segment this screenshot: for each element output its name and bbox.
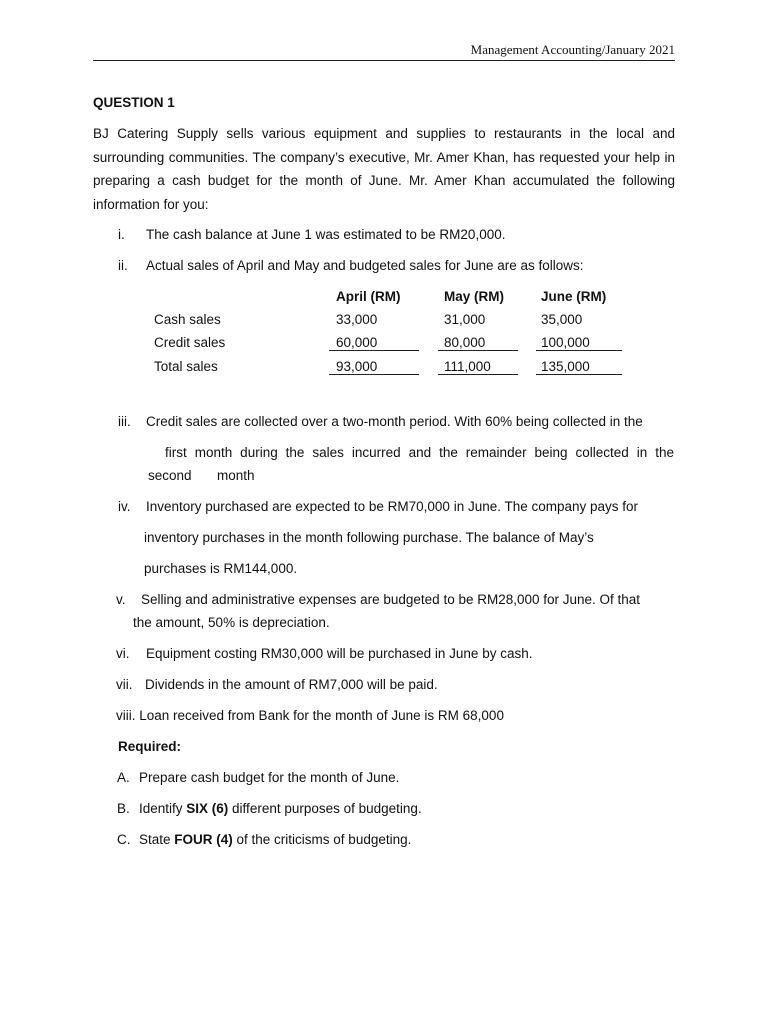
- table-cell: 111,000: [438, 359, 518, 375]
- required-b-letter: B.: [117, 801, 130, 816]
- table-cell: 31,000: [444, 312, 486, 327]
- required-b-bold: SIX (6): [186, 801, 229, 816]
- table-row-label: Total sales: [154, 359, 218, 374]
- item-ii-text: Actual sales of April and May and budgeted sales for June are as follows:: [146, 258, 584, 273]
- required-b-text: [139, 797, 422, 820]
- item-iv-line1: Inventory purchased are expected to be RM70,000 in June. The company pays for: [146, 499, 639, 514]
- required-c-bold: FOUR (4): [174, 832, 233, 847]
- item-i-text: The cash balance at June 1 was estimated to be RM20,000.: [146, 227, 506, 242]
- item-v-number: v.: [116, 592, 126, 607]
- item-iii-line3a: second: [148, 468, 192, 483]
- table-header-may: May (RM): [444, 289, 504, 304]
- required-c-text: [139, 828, 411, 851]
- table-cell: 33,000: [336, 312, 378, 327]
- required-c-letter: C.: [117, 832, 131, 847]
- header-rule: [93, 60, 675, 61]
- item-vii-text: Dividends in the amount of RM7,000 will be paid.: [145, 677, 438, 692]
- item-vi-number: vi.: [116, 646, 130, 661]
- table-cell: 100,000: [536, 335, 622, 351]
- item-v-line1: Selling and administrative expenses are budgeted to be RM28,000 for June. Of that: [141, 592, 641, 607]
- required-b-pre: Identify: [139, 801, 187, 816]
- item-iii-line1: Credit sales are collected over a two-month period. With 60% being collected in the: [146, 414, 643, 429]
- table-cell: 80,000: [438, 335, 518, 351]
- item-v-line2: the amount, 50% is depreciation.: [133, 615, 330, 630]
- table-header-june: June (RM): [541, 289, 607, 304]
- item-ii-number: ii.: [118, 258, 128, 273]
- question-intro: BJ Catering Supply sells various equipment and supplies to restaurants in the local and surrounding communities. The company’s executive, Mr. Amer Khan, has requested your help in preparing a cash budget for the month of June. Mr. Amer Khan accumulated the following information for you:: [93, 126, 675, 212]
- table-row-label: Cash sales: [154, 312, 221, 327]
- required-c-pre: State: [139, 832, 175, 847]
- item-viii-text: viii. Loan received from Bank for the month of June is RM 68,000: [116, 708, 504, 723]
- item-iii-line3b: month: [217, 468, 255, 483]
- item-vi-text: Equipment costing RM30,000 will be purchased in June by cash.: [146, 646, 533, 661]
- item-iii-line2: first month during the sales incurred and the remainder being collected in the: [165, 445, 674, 460]
- question-title: QUESTION 1: [93, 95, 175, 110]
- required-a-letter: A.: [117, 770, 130, 785]
- table-cell: 60,000: [329, 335, 419, 351]
- required-b-post: different purposes of budgeting.: [228, 801, 422, 816]
- item-i-number: i.: [118, 227, 125, 242]
- table-cell: 35,000: [541, 312, 583, 327]
- table-row-label: Credit sales: [154, 335, 226, 350]
- table-cell: 93,000: [329, 359, 419, 375]
- item-iv-number: iv.: [118, 499, 131, 514]
- item-iv-line2: inventory purchases in the month following purchase. The balance of May’s: [144, 530, 594, 545]
- required-a-text: Prepare cash budget for the month of June.: [139, 770, 400, 785]
- document-header: Management Accounting/January 2021: [470, 42, 675, 57]
- table-header-april: April (RM): [336, 289, 401, 304]
- item-vii-number: vii.: [116, 677, 133, 692]
- required-c-post: of the criticisms of budgeting.: [232, 832, 412, 847]
- item-iv-line3: purchases is RM144,000.: [144, 561, 298, 576]
- table-cell: 135,000: [536, 359, 622, 375]
- required-title: Required:: [118, 739, 182, 754]
- item-iii-number: iii.: [118, 414, 131, 429]
